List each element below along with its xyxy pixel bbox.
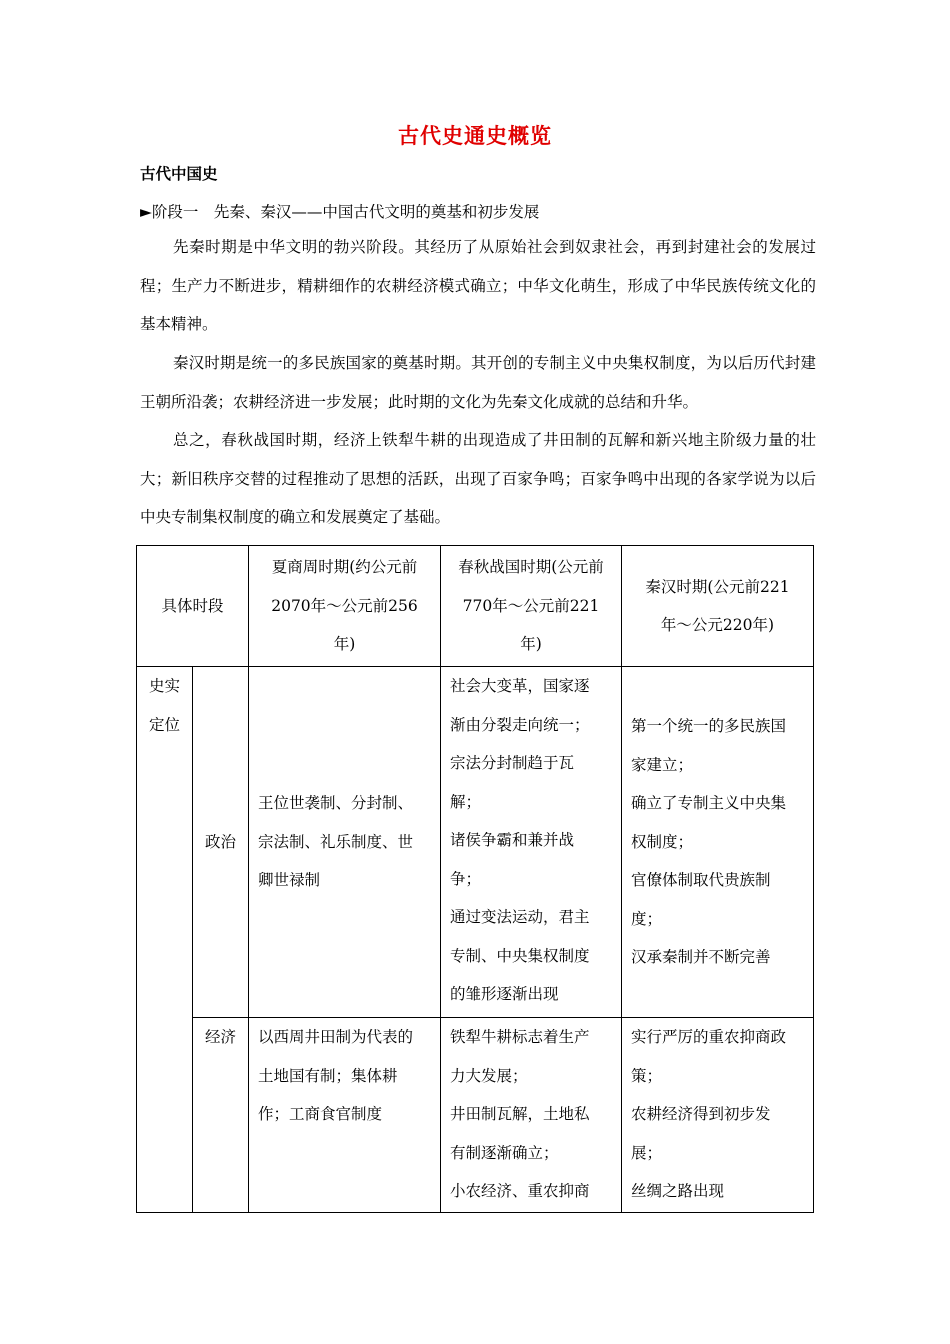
row-label-economy: 经济 — [193, 1018, 249, 1213]
cell-politics-qin-han: 第一个统一的多民族国 家建立； 确立了专制主义中央集 权制度； 官僚体制取代贵族制 度； 汉承秦制并不断完善 — [622, 667, 814, 1018]
table-header-row — [137, 546, 814, 667]
paragraph-pre-qin: 先秦时期是中华文明的勃兴阶段。其经历了从原始社会到奴隶社会，再到封建社会的发展过程；生产力不断进步，精耕细作的农耕经济模式确立；中华文化萌生，形成了中华民族传统文化的基本精神。 — [140, 238, 816, 333]
cell-politics-spring-autumn: 社会大变革，国家逐 渐由分裂走向统一； 宗法分封制趋于瓦 解； 诸侯争霸和兼并战 争； 通过变法运动，君主 专制、中央集权制度 的雏形逐渐出现 — [441, 667, 622, 1018]
table-row-politics — [137, 667, 814, 1018]
header-qin-han: 秦汉时期(公元前221 年～公元220年) — [622, 546, 814, 667]
cell-economy-xia-shang-zhou: 以西周井田制为代表的 土地国有制；集体耕 作；工商食官制度 — [249, 1018, 441, 1213]
stage-heading: ►阶段一 先秦、秦汉——中国古代文明的奠基和初步发展 — [140, 203, 540, 221]
row-label-politics: 政治 — [193, 667, 249, 1018]
paragraph-summary: 总之，春秋战国时期，经济上铁犁牛耕的出现造成了井田制的瓦解和新兴地主阶级力量的壮大；新旧秩序交替的过程推动了思想的活跃，出现了百家争鸣；百家争鸣中出现的各家学说为以后中央专制集权制度的确立和发展奠定了基础。 — [140, 431, 816, 526]
cell-economy-qin-han: 实行严厉的重农抑商政 策； 农耕经济得到初步发 展； 丝绸之路出现 — [622, 1018, 814, 1213]
section-heading: 古代中国史 — [140, 165, 218, 183]
header-spring-autumn-warring-states: 春秋战国时期(公元前 770年～公元前221 年) — [441, 546, 622, 667]
document-title: 古代史通史概览 — [398, 123, 552, 148]
table-row-economy — [137, 1018, 814, 1213]
header-period-label: 具体时段 — [137, 546, 249, 667]
paragraph-qin-han: 秦汉时期是统一的多民族国家的奠基时期。其开创的专制主义中央集权制度，为以后历代封建王朝所沿袭；农耕经济进一步发展；此时期的文化为先秦文化成就的总结和升华。 — [140, 354, 816, 411]
history-table — [136, 545, 814, 1213]
header-xia-shang-zhou: 夏商周时期(约公元前 2070年～公元前256 年) — [249, 546, 441, 667]
group-label-historical-position: 史实 定位 — [137, 667, 193, 1213]
cell-economy-spring-autumn: 铁犁牛耕标志着生产 力大发展； 井田制瓦解，土地私 有制逐渐确立； 小农经济、重农抑商 — [441, 1018, 622, 1213]
cell-politics-xia-shang-zhou: 王位世袭制、分封制、 宗法制、礼乐制度、世 卿世禄制 — [249, 667, 441, 1018]
